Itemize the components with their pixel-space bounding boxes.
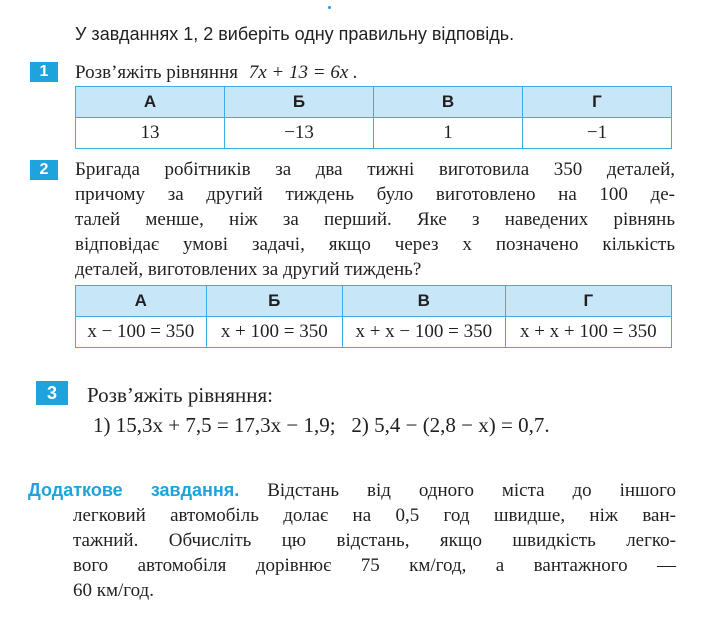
- task-3-number-badge: 3: [36, 381, 68, 405]
- task-2-header-v: В: [343, 286, 506, 317]
- task-1-answer-g[interactable]: −1: [522, 118, 671, 149]
- extra-task-line: Відстань від одного міста до іншого: [267, 480, 676, 501]
- task-3-question: [87, 380, 550, 440]
- extra-task-first-line: [28, 478, 676, 503]
- task-3-equations: 1) 15,3x + 7,5 = 17,3x − 1,9; 2) 5,4 − (2,8 − x) = 0,7.: [93, 413, 550, 437]
- task-1-answer-a[interactable]: 13: [76, 118, 225, 149]
- extra-task-line: легковий автомобіль долає на 0,5 год швидше, ніж ван-: [73, 505, 676, 526]
- task-2-line: талей менше, ніж за перший. Яке з наведених рівнянь: [75, 209, 675, 230]
- task-2-header-a: А: [76, 286, 207, 317]
- extra-task-label: Додаткове завдання.: [28, 480, 240, 500]
- task-1-answer-v[interactable]: 1: [374, 118, 523, 149]
- task-1-header-g: Г: [522, 87, 671, 118]
- task-1-number-badge: 1: [30, 62, 58, 82]
- task-3-text: Розв’яжіть рівняння:: [87, 383, 273, 407]
- task-2-answer-b[interactable]: x + 100 = 350: [206, 317, 342, 348]
- task-2-answer-g[interactable]: x + x + 100 = 350: [505, 317, 671, 348]
- task-2-number-badge: 2: [30, 160, 58, 180]
- task-1-header-b: Б: [224, 87, 373, 118]
- extra-task-line: вого автомобіля дорівнює 75 км/год, а вантажного —: [73, 555, 676, 576]
- extra-task-line: 60 км/год.: [73, 580, 154, 601]
- task-1-answer-row: [76, 118, 672, 149]
- extra-task-line: тажний. Обчисліть цю відстань, якщо швидкість легко-: [73, 530, 676, 551]
- decorative-dot: [328, 6, 331, 9]
- extra-task: [28, 478, 676, 603]
- task-2-question: [75, 157, 675, 282]
- task-1-header-row: [76, 87, 672, 118]
- task-1-question: [75, 60, 358, 85]
- task-2-answer-v[interactable]: x + x − 100 = 350: [343, 317, 506, 348]
- task-1-equation: 7x + 13 = 6x .: [248, 62, 358, 83]
- task-2-line: причому за другий тиждень було виготовлено на 100 де-: [75, 184, 675, 205]
- task-1-header-a: А: [76, 87, 225, 118]
- task-2-answer-row: [76, 317, 672, 348]
- task-2-line: Бригада робітників за два тижні виготовила 350 деталей,: [75, 159, 675, 180]
- task-2-answer-a[interactable]: x − 100 = 350: [76, 317, 207, 348]
- task-2-header-g: Г: [505, 286, 671, 317]
- task-1-answer-b[interactable]: −13: [224, 118, 373, 149]
- task-1-answer-table: [75, 86, 672, 149]
- task-2-header-b: Б: [206, 286, 342, 317]
- instruction-text: У завданнях 1, 2 виберіть одну правильну відповідь.: [75, 24, 515, 44]
- task-2-header-row: [76, 286, 672, 317]
- task-2-answer-table: [75, 285, 672, 348]
- task-2-line: деталей, виготовлених за другий тиждень?: [75, 259, 422, 280]
- task-1-header-v: В: [374, 87, 523, 118]
- task-1-text: Розв’яжіть рівняння: [75, 62, 238, 83]
- task-2-line: відповідає умові задачі, якщо через x позначено кількість: [75, 234, 675, 255]
